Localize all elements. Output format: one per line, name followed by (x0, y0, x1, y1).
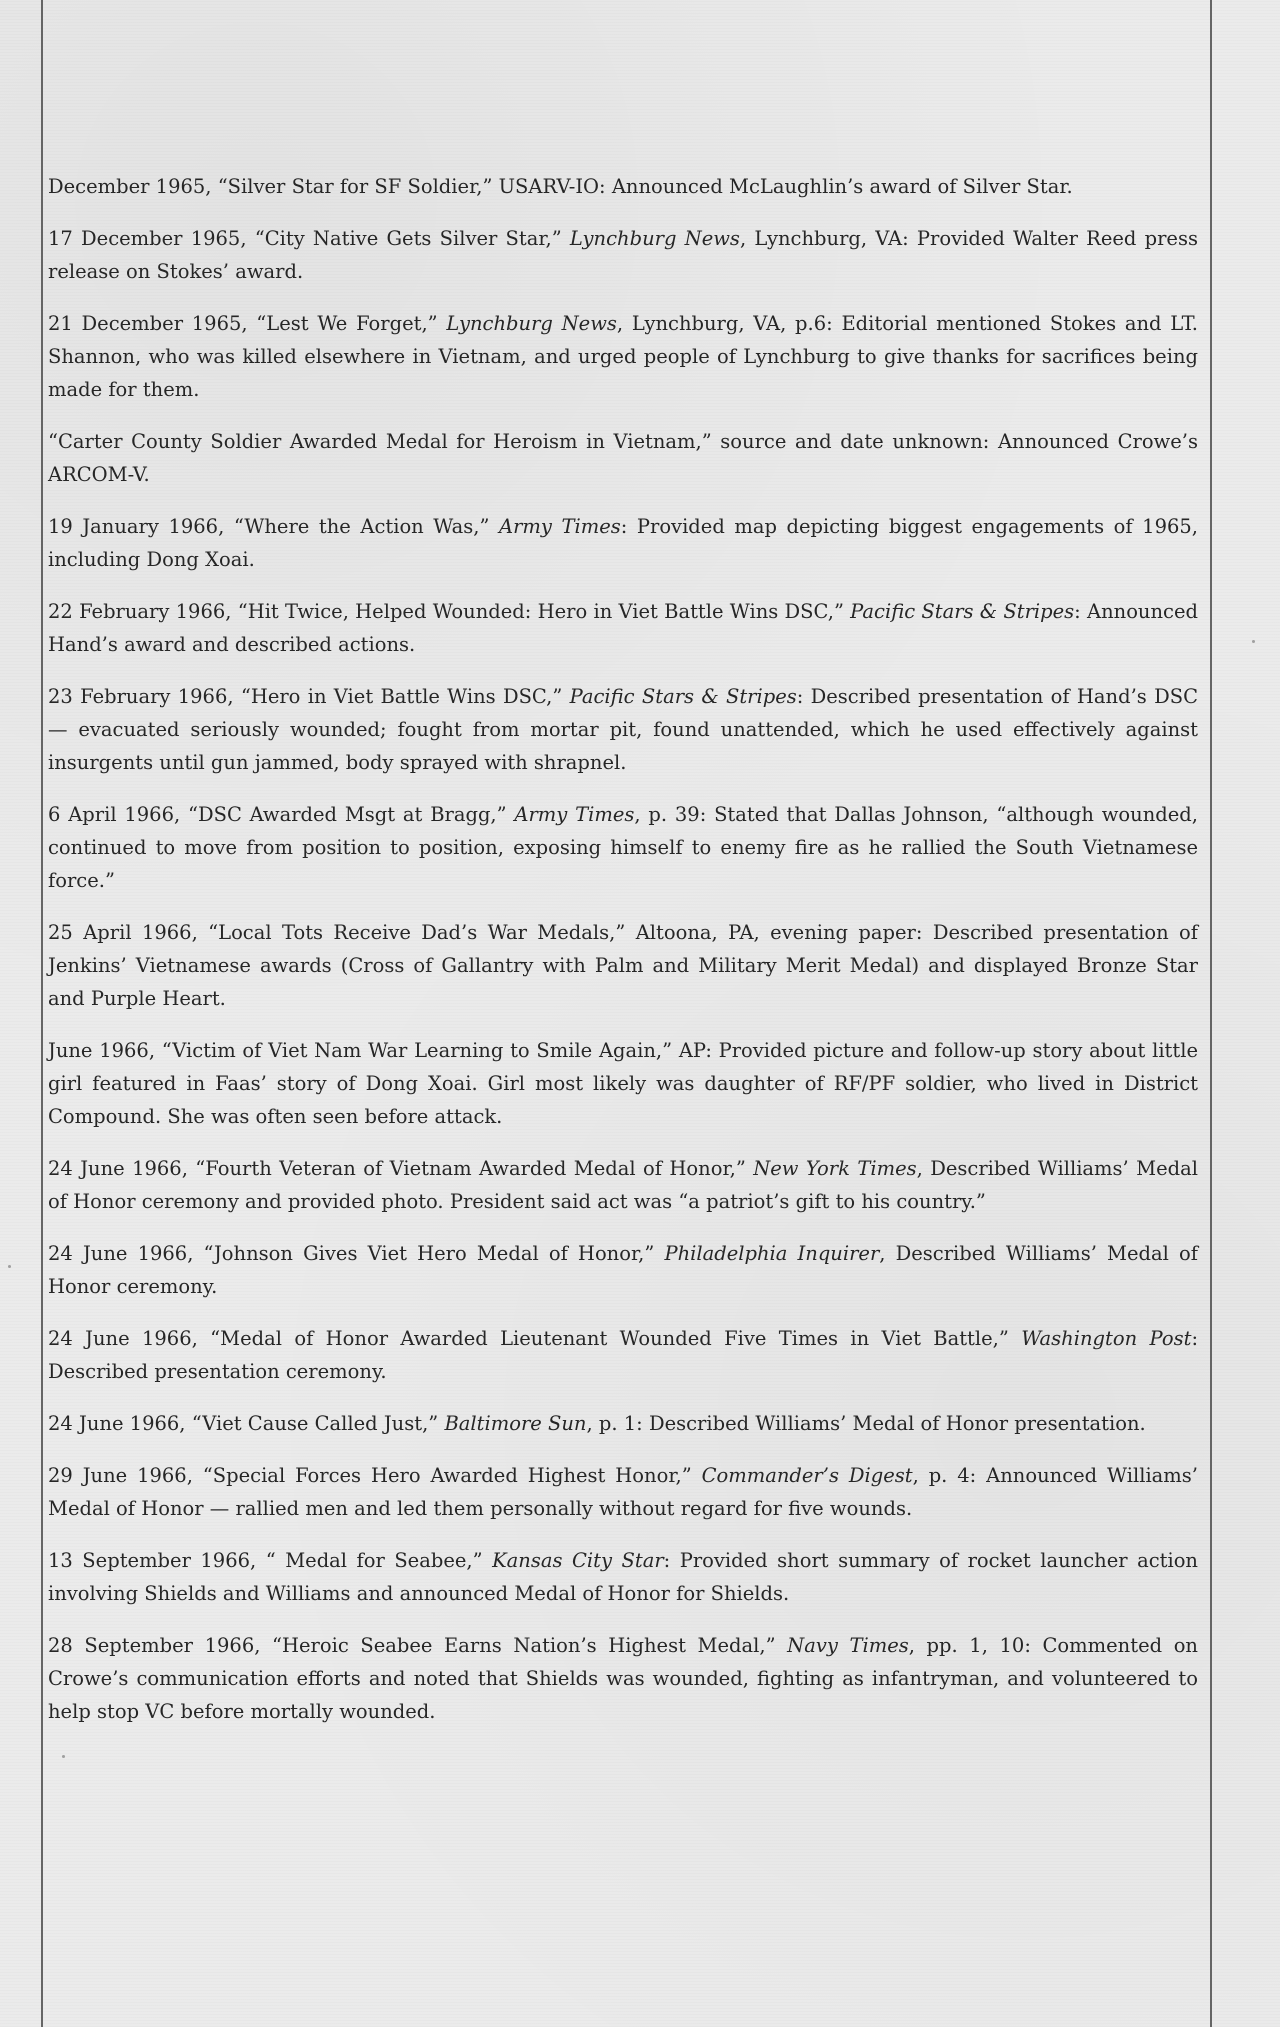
bibliography-entry: 6 April 1966, “DSC Awarded Msgt at Bragg,” Army Times, p. 39: Stated that Dallas Johnson, “although wounded, continued to move from position to position, exposing himself to enemy fire as he rallied the South Vietnamese force.” (48, 803, 1198, 892)
left-margin-rule (41, 0, 43, 2027)
scan-speck (8, 1265, 11, 1268)
bibliography-entry: 24 June 1966, “Johnson Gives Viet Hero Medal of Honor,” Philadelphia Inquirer, Described Williams’ Medal of Honor ceremony. (48, 1242, 1198, 1298)
bibliography-entry: 25 April 1966, “Local Tots Receive Dad’s War Medals,” Altoona, PA, evening paper: Described presentation of Jenkins’ Vietnamese awards (Cross of Gallantry with Palm and Military Merit Medal) and displayed Bronze Star and Purple Heart. (48, 921, 1198, 1010)
bibliography-entry: 19 January 1966, “Where the Action Was,” Army Times: Provided map depicting biggest engagements of 1965, including Dong Xoai. (48, 515, 1199, 571)
bibliography-entry: 23 February 1966, “Hero in Viet Battle Wins DSC,” Pacific Stars & Stripes: Described presentation of Hand’s DSC — evacuated seriously wounded; fought from mortar pit, found unattended, which he used effectively against insurgents until gun jammed, body sprayed with shrapnel. (48, 685, 1198, 774)
bibliography-entry: 29 June 1966, “Special Forces Hero Awarded Highest Honor,” Commander’s Digest, p. 4: Announced Williams’ Medal of Honor — rallied men and led them personally without regard for five wounds. (48, 1464, 1199, 1520)
bibliography-entry: 24 June 1966, “Medal of Honor Awarded Lieutenant Wounded Five Times in Viet Battle,” Washington Post: Described presentation ceremony. (48, 1327, 1199, 1383)
scan-speck (62, 1755, 65, 1758)
bibliography-entry: 28 September 1966, “Heroic Seabee Earns Nation’s Highest Medal,” Navy Times, pp. 1, 10: Commented on Crowe’s communication efforts and noted that Shields was wounded, fighting as infantryman, and volunteered to help stop VC before mortally wounded. (48, 1634, 1198, 1723)
bibliography-entry: “Carter County Soldier Awarded Medal for Heroism in Vietnam,” source and date unknown: Announced Crowe’s ARCOM-V. (48, 430, 1198, 486)
bibliography-entry: 24 June 1966, “Fourth Veteran of Vietnam Awarded Medal of Honor,” New York Times, Described Williams’ Medal of Honor ceremony and provided photo. President said act was “a patriot’s gift to his country.” (48, 1157, 1199, 1213)
bibliography-entry: 21 December 1965, “Lest We Forget,” Lynchburg News, Lynchburg, VA, p.6: Editorial mentioned Stokes and LT. Shannon, who was killed elsewhere in Vietnam, and urged people of Lynchburg to give thanks for sacrifices being made for them. (48, 312, 1198, 401)
bibliography-entry: June 1966, “Victim of Viet Nam War Learning to Smile Again,” AP: Provided picture and follow-up story about little girl featured in Faas’ story of Dong Xoai. Girl most likely was daughter of RF/PF soldier, who lived in District Compound. She was often seen before attack. (48, 1039, 1198, 1128)
right-margin-rule (1210, 0, 1212, 2027)
bibliography-entry: 24 June 1966, “Viet Cause Called Just,” Baltimore Sun, p. 1: Described Williams’ Medal of Honor presentation. (48, 1412, 1146, 1435)
bibliography-entry: 13 September 1966, “ Medal for Seabee,” Kansas City Star: Provided short summary of rocket launcher action involving Shields and Williams and announced Medal of Honor for Shields. (48, 1549, 1198, 1605)
bibliography-list (48, 170, 1198, 1747)
bibliography-entry: 17 December 1965, “City Native Gets Silver Star,” Lynchburg News, Lynchburg, VA: Provided Walter Reed press release on Stokes’ award. (48, 227, 1198, 283)
bibliography-entry: 22 February 1966, “Hit Twice, Helped Wounded: Hero in Viet Battle Wins DSC,” Pacific Stars & Stripes: Announced Hand’s award and described actions. (48, 600, 1198, 656)
bibliography-entry: December 1965, “Silver Star for SF Soldier,” USARV-IO: Announced McLaughlin’s award of Silver Star. (48, 175, 1073, 198)
scan-speck (1252, 640, 1255, 643)
